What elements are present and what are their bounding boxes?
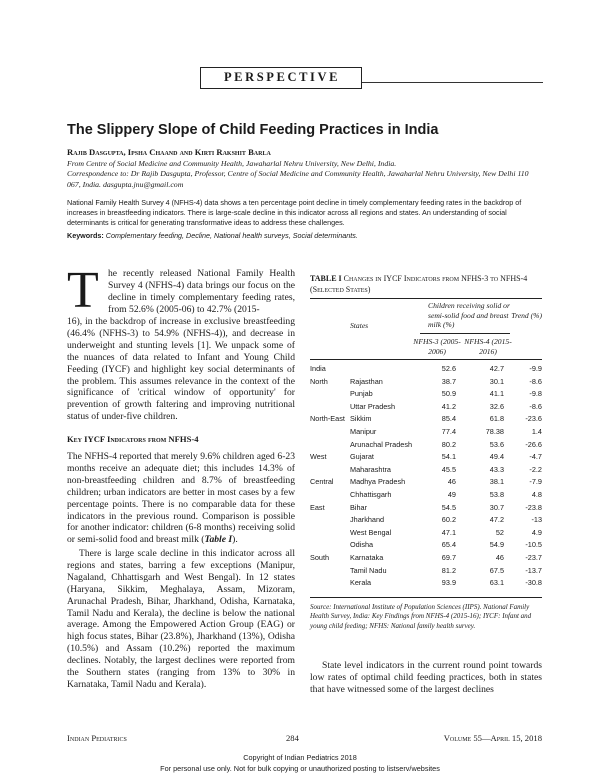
table-cell-nfhs4: 61.8 xyxy=(489,414,504,424)
table-cell-nfhs4: 53.8 xyxy=(489,490,504,499)
table-cell-nfhs4: 38.1 xyxy=(489,477,504,487)
table-cell-state: Sikkim xyxy=(350,414,372,424)
table-cell-trend: 1.4 xyxy=(531,427,542,436)
table-cell-state xyxy=(350,363,422,376)
table-cell-state: Punjab xyxy=(350,389,373,399)
footer-journal: Indian Pediatrics xyxy=(67,733,127,743)
table-cell-nfhs4: 41.1 xyxy=(489,389,504,399)
table-cell-nfhs3: 45.5 xyxy=(441,464,456,474)
paragraph-3: There is large scale decline in this indicator across all regions and states, barring a few exceptions (Manipur, Nagaland, Chhattisgarh and West Bengal). In 12 states (Haryana, Sikkim, Meghalaya, Assam, Mizoram, Arunachal Pradesh, Bihar, Jharkhand, Odisha, Karnataka, Tamil Nadu and Kerala), the decline is below the national average. Among the Empowered Action Group (EAG) or high focus states, Bihar (23.8%), Jharkhand (13%), Odisha (10.5%) and Assam (10.2%) reported the maximum declines. Notably, the largest declines were reported from the Southern states (ranging from 13% to 30% in Karnataka, Tamil Nadu and Kerala). xyxy=(67,548,295,690)
table-cell-nfhs3: 52.6 xyxy=(441,364,456,373)
table-cell-trend: -23.6 xyxy=(525,414,542,424)
table-cell-trend: -13 xyxy=(531,515,542,525)
table-cell-trend: -2.2 xyxy=(529,464,542,474)
table-cell-region: North xyxy=(310,376,328,386)
table-col-trend-header: Trend (%) xyxy=(511,311,542,320)
table-cell-nfhs3: 93.9 xyxy=(441,578,456,588)
affiliation: From Centre of Social Medicine and Community Health, Jawaharlal Nehru University, New Delhi, India. xyxy=(67,159,397,168)
table-cell-state: Kerala xyxy=(350,578,372,588)
table-cell-region: North-East xyxy=(310,414,345,424)
table-cell-nfhs4: 30.7 xyxy=(489,502,504,512)
table-body xyxy=(310,363,542,591)
table-reference[interactable]: Table I xyxy=(204,534,233,546)
correspondence: Correspondence to: Dr Rajib Dasgupta, Professor, Centre of Social Medicine and Community Health, Jawaharlal Nehru University, New Delhi 110 067, India. dasgupta.jnu@gmail.com xyxy=(67,169,529,189)
table-cell-trend: -9.9 xyxy=(529,364,542,373)
table-cell-state: Rajasthan xyxy=(350,376,383,386)
paragraph-1-lead: he recently released National Family Health Survey 4 (NFHS-4) data brings our focus on the decline in timely complementary feeding rates, from 52.6% (2005-06) to 42.7% (2015- xyxy=(108,268,295,315)
affiliation-block xyxy=(67,159,537,190)
table-cell-nfhs4: 49.4 xyxy=(489,452,504,462)
table-cell-state: Manipur xyxy=(350,427,377,436)
table-cell-nfhs4: 43.3 xyxy=(489,464,504,474)
table-cell-nfhs3: 60.2 xyxy=(441,515,456,525)
table-cell-trend: -9.8 xyxy=(529,389,542,399)
table-cell-nfhs4: 52 xyxy=(495,527,504,537)
paragraph-1: 16), in the backdrop of increase in exclusive breastfeeding (46.4% (NFHS-3) to 54.9% (NFHS-4)), and decrease in underweight and stunting levels [1]. We unpack some of the nuances of data related to Infant and Young Child Feeding (IYCF) and highlight key social determinants of the problem. This assumes relevance in the context of the significance of 'critical window of opportunity' for prevention of growth faltering and improving nutritional status of under-five children. xyxy=(67,316,295,423)
paragraph-2-end: ). xyxy=(232,534,238,546)
table-cell-trend: -13.7 xyxy=(525,565,542,575)
keywords-text: Complementary feeding, Decline, National health surveys, Social determinants. xyxy=(105,231,358,240)
footer-volume: Volume 55—April 15, 2018 xyxy=(443,733,542,743)
paragraph-2 xyxy=(67,451,295,546)
table-cell-trend: -23.7 xyxy=(525,553,542,562)
table-cell-trend: -30.8 xyxy=(525,578,542,588)
table-cell-nfhs4: 78.38 xyxy=(485,427,504,436)
table-cell-state: Karnataka xyxy=(350,553,384,562)
table-cell-nfhs4: 32.6 xyxy=(489,401,504,411)
table-cell-region: Central xyxy=(310,477,334,487)
table-cell-state: Gujarat xyxy=(350,452,374,462)
table-caption-label: TABLE I xyxy=(310,274,342,283)
table-cell-state: Chhattisgarh xyxy=(350,490,392,499)
table-cell-nfhs3: 54.1 xyxy=(441,452,456,462)
table-cell-trend: 4.8 xyxy=(531,490,542,499)
table-cell-nfhs3: 85.4 xyxy=(441,414,456,424)
table-cell-trend: -8.6 xyxy=(529,401,542,411)
table-cell-nfhs3: 69.7 xyxy=(441,553,456,562)
abstract: National Family Health Survey 4 (NFHS-4) data shows a ten percentage point decline in timely complementary feeding rates in the backdrop of increases in breastfeeding indicators. There is large-scale decline in this indicator across all regions and states. An understanding of social determinants is critical for generating transformative ideas to address these challenges. xyxy=(67,198,522,227)
table-cell-state: West Bengal xyxy=(350,527,392,537)
table-cell-nfhs3: 41.2 xyxy=(441,401,456,411)
drop-cap: T xyxy=(67,262,99,319)
article-title: The Slippery Slope of Child Feeding Practices in India xyxy=(67,122,439,138)
table-source-note: Source: International Institute of Population Sciences (IIPS). National Family Health Survey, India: Key Findings from NFHS-4 (2015-16); IYCF: Infant and young child feeding; NFHS: National family health survey. xyxy=(310,603,532,630)
keywords-label: Keywords: xyxy=(67,231,104,240)
table-cell-trend: -8.6 xyxy=(529,376,542,386)
section-label: PERSPECTIVE xyxy=(223,70,341,84)
paragraph-2-text: The NFHS-4 reported that merely 9.6% children aged 6-23 months receive an adequate diet; this includes 14.3% of non-breastfeeding children and 8.7% of breastfeeding children; urban indicators are better in most cases by a few percentage points. There is no comparable data for these indicators in the previous round. Comparison is possible for another indicator: children (6-8 months) receiving solid or semi-solid food and breast milk ( xyxy=(67,451,295,546)
table-cell-nfhs4: 54.9 xyxy=(489,540,504,550)
table-cell-nfhs3: 54.5 xyxy=(441,502,456,512)
table-cell-nfhs4: 53.6 xyxy=(489,439,504,449)
table-cell-trend: 4.9 xyxy=(531,527,542,537)
table-cell-state: Uttar Pradesh xyxy=(350,401,396,411)
table-caption xyxy=(310,274,542,295)
table-caption-text: Changes in IYCF Indicators from NFHS-3 to NFHS-4 (Selected States) xyxy=(310,274,528,294)
table-col-states-header: States xyxy=(350,321,369,330)
table-cell-nfhs3: 38.7 xyxy=(441,376,456,386)
table-header-rule xyxy=(310,359,542,360)
copyright-notice: Copyright of Indian Pediatrics 2018 xyxy=(243,753,357,762)
table-cell-trend: -23.8 xyxy=(525,502,542,512)
table-cell-nfhs3: 46 xyxy=(447,477,456,487)
table-cell-nfhs4: 30.1 xyxy=(489,376,504,386)
table-cell-nfhs3: 49 xyxy=(447,490,456,499)
table-cell-nfhs3: 81.2 xyxy=(441,565,456,575)
table-cell-region: East xyxy=(310,502,325,512)
table-cell-nfhs3: 47.1 xyxy=(441,527,456,537)
article-authors: Rajib Dasgupta, Ipsha Chaand and Kirti Rakshit Barla xyxy=(67,147,271,157)
table-cell-trend: -10.5 xyxy=(525,540,542,550)
table-top-rule xyxy=(310,298,542,299)
table-bottom-rule xyxy=(310,597,542,598)
table-cell-nfhs3: 50.9 xyxy=(441,389,456,399)
table-col-nfhs3-header: NFHS-3 (2005-2006) xyxy=(413,337,461,356)
table-col-group-header: Children receiving solid or semi-solid food and breast milk (%) xyxy=(428,301,510,330)
table-cell-region: West xyxy=(310,452,327,462)
section-heading: Key IYCF Indicators from NFHS-4 xyxy=(67,434,199,444)
table-cell-state: Maharashtra xyxy=(350,464,391,474)
table-cell-nfhs4: 46 xyxy=(495,553,504,562)
table-cell-nfhs3: 77.4 xyxy=(441,427,456,436)
table-cell-region: South xyxy=(310,553,330,562)
table-cell-region: India xyxy=(310,364,326,373)
table-cell-nfhs3: 65.4 xyxy=(441,540,456,550)
table-cell-state: Odisha xyxy=(350,540,374,550)
table-cell-trend: -4.7 xyxy=(529,452,542,462)
table-cell-nfhs4: 42.7 xyxy=(489,364,504,373)
table-col-nfhs4-header: NFHS-4 (2015-2016) xyxy=(464,337,512,356)
table-cell-nfhs4: 47.2 xyxy=(489,515,504,525)
table-cell-nfhs3: 80.2 xyxy=(441,439,456,449)
table-cell-state: Madhya Pradesh xyxy=(350,477,406,487)
keywords xyxy=(67,231,542,240)
personal-use-notice: For personal use only. Not for bulk copying or unauthorized posting to listserv/websites xyxy=(160,764,440,773)
table-cell-nfhs4: 63.1 xyxy=(489,578,504,588)
table-subheader-rule xyxy=(420,333,510,334)
footer-page-number: 284 xyxy=(286,733,299,743)
table-cell-trend: -26.6 xyxy=(525,439,542,449)
paragraph-4: State level indicators in the current round point towards low rates of optimal child feeding practices, both in states that have witnessed some of the largest declines xyxy=(310,660,542,695)
table-cell-state: Bihar xyxy=(350,502,368,512)
table-cell-state: Tamil Nadu xyxy=(350,565,387,575)
table-cell-nfhs4: 67.5 xyxy=(489,565,504,575)
table-cell-state: Jharkhand xyxy=(350,515,385,525)
table-cell-state: Arunachal Pradesh xyxy=(350,439,413,449)
table-cell-trend: -7.9 xyxy=(529,477,542,487)
